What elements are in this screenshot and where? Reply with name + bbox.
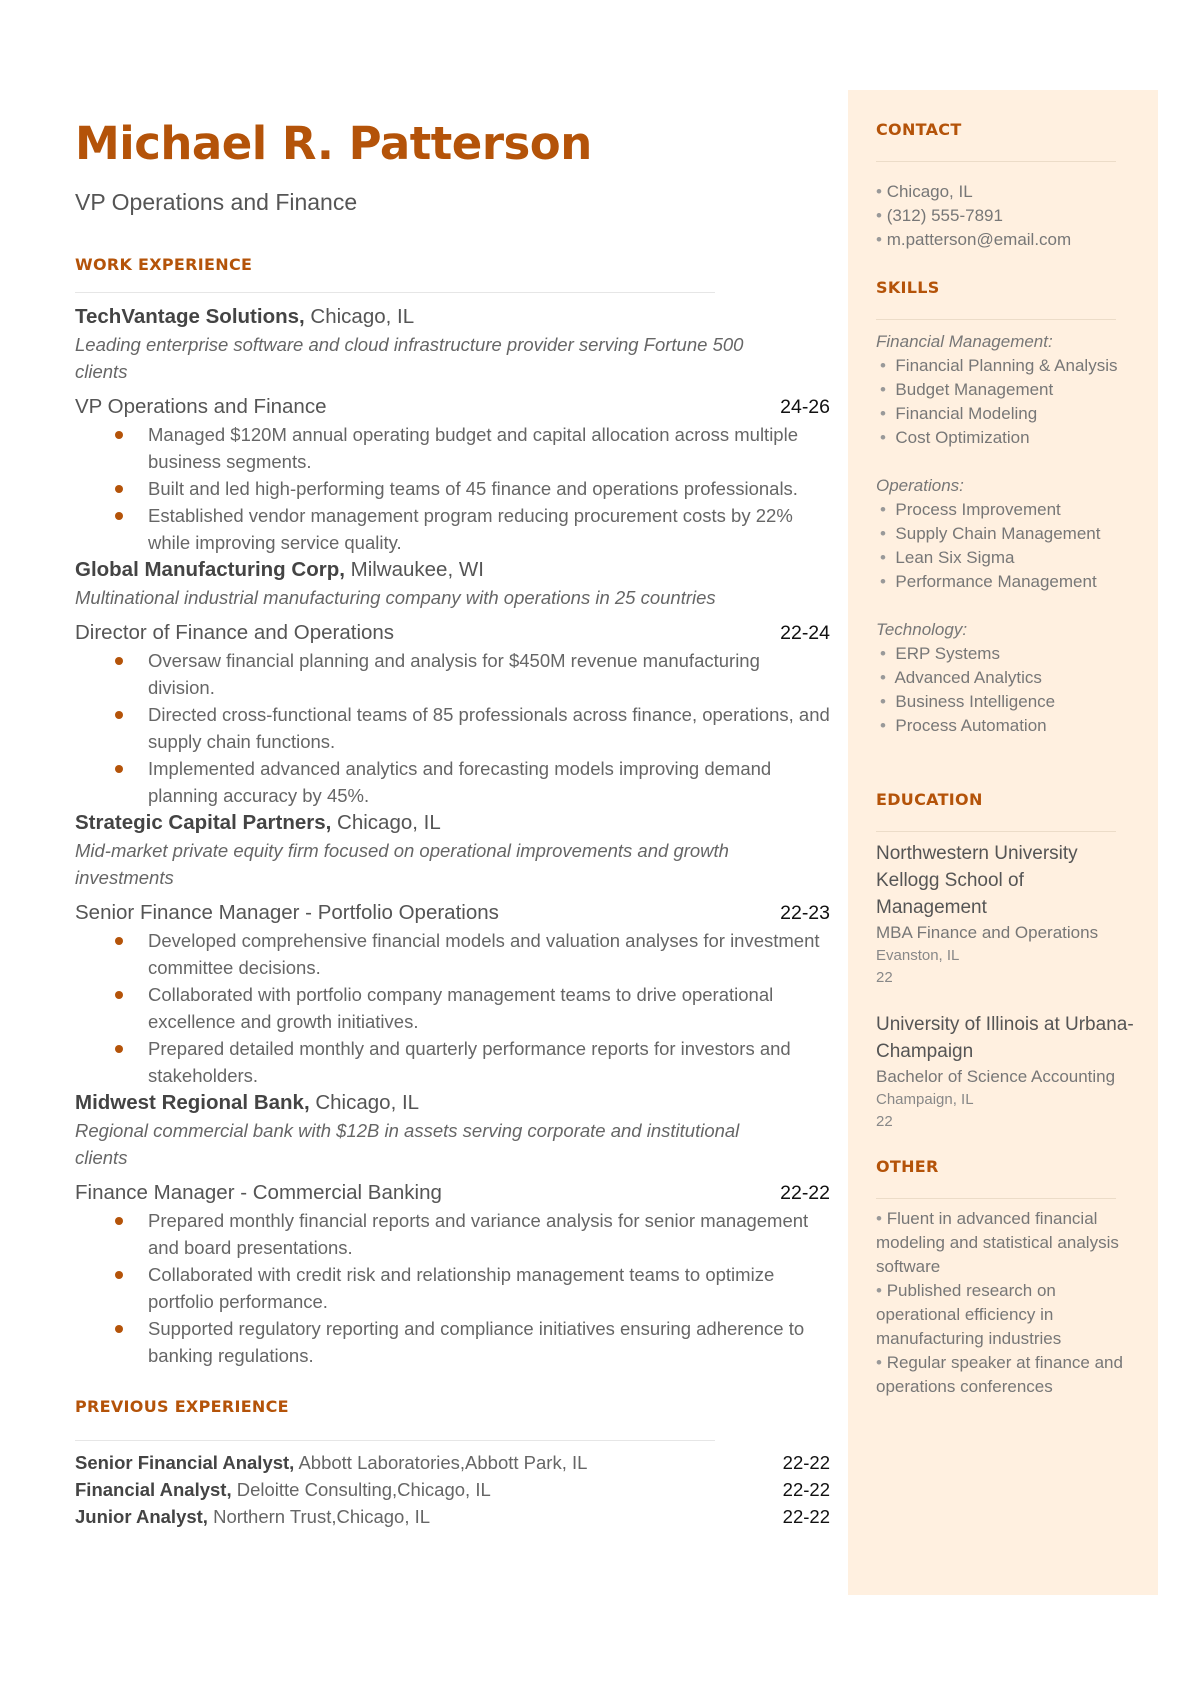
bullet-icon: • (876, 1353, 887, 1372)
skill-text: Supply Chain Management (895, 524, 1101, 543)
skill-item (876, 690, 1136, 714)
job-date: 22-24 (780, 622, 830, 644)
skill-item (876, 714, 1136, 738)
other-divider (876, 1198, 1116, 1199)
job-bullet (75, 475, 830, 502)
job-bullet (75, 647, 830, 701)
job-entry (75, 809, 830, 1089)
previous-role-title: Senior Financial Analyst, (75, 1452, 295, 1473)
job-description: Multinational industrial manufacturing company with operations in 25 countries (75, 587, 716, 608)
skill-item (876, 402, 1136, 426)
job-location: Chicago, IL (304, 305, 415, 328)
skill-group (876, 618, 1136, 738)
job-bullet (75, 701, 830, 755)
bullet-dot-icon (115, 485, 123, 493)
candidate-name: Michael R. Patterson (75, 117, 592, 170)
job-company: TechVantage Solutions, (75, 305, 305, 328)
job-entry (75, 556, 830, 809)
education-entry (876, 1011, 1136, 1133)
job-date: 24-26 (780, 396, 830, 418)
contact-email-text: m.patterson@email.com (886, 230, 1072, 249)
education-location: Evanston, IL (876, 947, 960, 964)
previous-role-org: Abbott Laboratories,Abbott Park, IL (294, 1452, 588, 1473)
education-entry (876, 840, 1136, 989)
job-role: VP Operations and Finance (75, 395, 327, 418)
bullet-icon: • (880, 428, 896, 447)
skill-item (876, 498, 1136, 522)
bullet-dot-icon (115, 937, 123, 945)
skill-text: Process Automation (895, 716, 1047, 735)
job-company-line (75, 809, 830, 837)
previous-role-row (75, 1503, 830, 1530)
bullet-dot-icon (115, 512, 123, 520)
skill-category: Financial Management: (876, 332, 1053, 351)
contact-divider (876, 161, 1116, 162)
contact-location (876, 180, 1136, 204)
job-role-row (75, 1179, 830, 1207)
bullet-icon: • (876, 206, 887, 225)
job-bullets (75, 1207, 830, 1369)
education-location: Champaign, IL (876, 1091, 974, 1108)
job-role-row (75, 899, 830, 927)
bullet-icon: • (880, 404, 896, 423)
education-school: University of Illinois at Urbana-Champaign (876, 1014, 1134, 1062)
skill-category: Technology: (876, 620, 968, 639)
other-item (876, 1279, 1136, 1351)
bullet-dot-icon (115, 1325, 123, 1333)
job-company: Global Manufacturing Corp, (75, 558, 345, 581)
skills-divider (876, 319, 1116, 320)
work-experience-divider (75, 292, 715, 293)
skill-text: Cost Optimization (895, 428, 1030, 447)
bullet-icon: • (880, 668, 895, 687)
job-bullet-text: Established vendor management program reducing procurement costs by 22% while improving service quality. (148, 505, 793, 553)
previous-role-date: 22-22 (782, 1452, 830, 1473)
job-role: Senior Finance Manager - Portfolio Operations (75, 901, 499, 924)
skill-text: Business Intelligence (895, 692, 1056, 711)
contact-phone (876, 204, 1136, 228)
contact-email (876, 228, 1136, 252)
job-bullet (75, 1207, 830, 1261)
bullet-icon: • (880, 716, 896, 735)
job-bullet (75, 502, 830, 556)
job-role-row (75, 619, 830, 647)
job-company-line (75, 303, 830, 331)
job-bullet (75, 1035, 830, 1089)
bullet-dot-icon (115, 991, 123, 999)
other-item-text: Regular speaker at finance and operations conferences (876, 1353, 1123, 1396)
skill-text: Budget Management (895, 380, 1054, 399)
job-bullets (75, 421, 830, 556)
skill-item (876, 522, 1136, 546)
previous-experience-list (75, 1449, 830, 1530)
job-bullet (75, 1315, 830, 1369)
skills-heading: SKILLS (876, 278, 940, 297)
skill-text: Process Improvement (895, 500, 1061, 519)
previous-role-org: Deloitte Consulting,Chicago, IL (231, 1479, 491, 1500)
bullet-icon: • (880, 380, 896, 399)
skill-item (876, 666, 1136, 690)
job-company-line (75, 1089, 830, 1117)
skill-item (876, 642, 1136, 666)
job-company: Strategic Capital Partners, (75, 811, 332, 834)
job-role-row (75, 393, 830, 421)
contact-list (876, 180, 1136, 252)
skill-text: ERP Systems (895, 644, 1000, 663)
job-date: 22-23 (780, 902, 830, 924)
job-location: Milwaukee, WI (344, 558, 484, 581)
bullet-icon: • (876, 182, 887, 201)
previous-role-title: Financial Analyst, (75, 1479, 232, 1500)
education-degree: Bachelor of Science Accounting (876, 1067, 1116, 1086)
previous-experience-divider (75, 1440, 715, 1441)
previous-role-org: Northern Trust,Chicago, IL (207, 1506, 431, 1527)
job-description: Mid-market private equity firm focused on operational improvements and growth investments (75, 840, 729, 888)
skill-text: Lean Six Sigma (895, 548, 1015, 567)
skill-text: Performance Management (895, 572, 1097, 591)
job-bullet-text: Oversaw financial planning and analysis for $450M revenue manufacturing division. (148, 650, 760, 698)
bullet-icon: • (880, 644, 896, 663)
job-bullet-text: Directed cross-functional teams of 85 professionals across finance, operations, and supply chain functions. (148, 704, 830, 752)
job-role: Director of Finance and Operations (75, 621, 395, 644)
bullet-icon: • (880, 524, 896, 543)
education-year: 22 (876, 969, 893, 986)
skill-item (876, 426, 1136, 450)
job-bullets (75, 927, 830, 1089)
contact-phone-text: (312) 555-7891 (886, 206, 1003, 225)
sidebar (848, 90, 1158, 1595)
job-bullet-text: Supported regulatory reporting and compliance initiatives ensuring adherence to banking regulations. (148, 1318, 805, 1366)
bullet-icon: • (880, 500, 896, 519)
sidebar-content (876, 90, 1136, 1399)
bullet-icon: • (876, 1209, 887, 1228)
education-degree: MBA Finance and Operations (876, 923, 1099, 942)
bullet-icon: • (880, 548, 896, 567)
job-bullet-text: Built and led high-performing teams of 45 finance and operations professionals. (148, 478, 798, 499)
other-list (876, 1207, 1136, 1399)
previous-role-date: 22-22 (782, 1506, 830, 1527)
job-bullet (75, 981, 830, 1035)
education-year: 22 (876, 1113, 893, 1130)
job-bullet-text: Collaborated with credit risk and relationship management teams to optimize portfolio performance. (148, 1264, 775, 1312)
bullet-dot-icon (115, 1271, 123, 1279)
job-bullet (75, 1261, 830, 1315)
bullet-dot-icon (115, 711, 123, 719)
job-location: Chicago, IL (309, 1091, 420, 1114)
previous-role-date: 22-22 (782, 1479, 830, 1500)
bullet-icon: • (876, 1281, 887, 1300)
bullet-dot-icon (115, 657, 123, 665)
skill-item (876, 546, 1136, 570)
skill-item (876, 378, 1136, 402)
other-item-text: Fluent in advanced financial modeling and statistical analysis software (876, 1209, 1119, 1276)
education-heading: EDUCATION (876, 790, 983, 809)
contact-heading: CONTACT (876, 120, 962, 139)
other-item (876, 1207, 1136, 1279)
job-company-line (75, 556, 830, 584)
job-bullet (75, 755, 830, 809)
job-date: 22-22 (780, 1182, 830, 1204)
job-location: Chicago, IL (331, 811, 441, 834)
bullet-dot-icon (115, 431, 123, 439)
job-bullet-text: Developed comprehensive financial models and valuation analyses for investment committee decisions. (148, 930, 820, 978)
previous-experience-heading: PREVIOUS EXPERIENCE (75, 1397, 289, 1416)
job-bullet-text: Implemented advanced analytics and forecasting models improving demand planning accuracy by 45%. (148, 758, 772, 806)
job-bullet (75, 927, 830, 981)
job-role: Finance Manager - Commercial Banking (75, 1181, 442, 1204)
job-company: Midwest Regional Bank, (75, 1091, 310, 1114)
skill-group (876, 330, 1136, 450)
job-bullet-text: Prepared detailed monthly and quarterly performance reports for investors and stakeholders. (148, 1038, 791, 1086)
other-item (876, 1351, 1136, 1399)
candidate-title: VP Operations and Finance (75, 189, 358, 215)
job-entry (75, 1089, 830, 1369)
bullet-icon: • (880, 572, 896, 591)
contact-location-text: Chicago, IL (886, 182, 973, 201)
job-description: Regional commercial bank with $12B in assets serving corporate and institutional clients (75, 1120, 740, 1168)
previous-role-row (75, 1449, 830, 1476)
bullet-icon: • (876, 230, 887, 249)
main-column (75, 115, 830, 1530)
bullet-icon: • (880, 692, 896, 711)
other-item-text: Published research on operational efficiency in manufacturing industries (876, 1281, 1062, 1348)
work-experience-heading: WORK EXPERIENCE (75, 255, 253, 274)
job-bullets (75, 647, 830, 809)
skill-group (876, 474, 1136, 594)
skill-category: Operations: (876, 476, 964, 495)
skill-item (876, 570, 1136, 594)
skill-item (876, 354, 1136, 378)
skill-text: Advanced Analytics (894, 668, 1042, 687)
job-bullet-text: Managed $120M annual operating budget and capital allocation across multiple business segments. (148, 424, 798, 472)
job-entry (75, 303, 830, 556)
bullet-dot-icon (115, 1217, 123, 1225)
job-description: Leading enterprise software and cloud infrastructure provider serving Fortune 500 clients (75, 334, 744, 382)
bullet-icon: • (880, 356, 896, 375)
skill-text: Financial Planning & Analysis (895, 356, 1118, 375)
previous-role-row (75, 1476, 830, 1503)
other-heading: OTHER (876, 1157, 939, 1176)
education-school: Northwestern University Kellogg School of Management (876, 843, 1078, 918)
education-divider (876, 831, 1116, 832)
job-bullet-text: Prepared monthly financial reports and variance analysis for senior management and board presentations. (148, 1210, 809, 1258)
bullet-dot-icon (115, 1045, 123, 1053)
job-bullet-text: Collaborated with portfolio company management teams to drive operational excellence and growth initiatives. (148, 984, 774, 1032)
job-bullet (75, 421, 830, 475)
bullet-dot-icon (115, 765, 123, 773)
previous-role-title: Junior Analyst, (75, 1506, 208, 1527)
skill-text: Financial Modeling (895, 404, 1038, 423)
